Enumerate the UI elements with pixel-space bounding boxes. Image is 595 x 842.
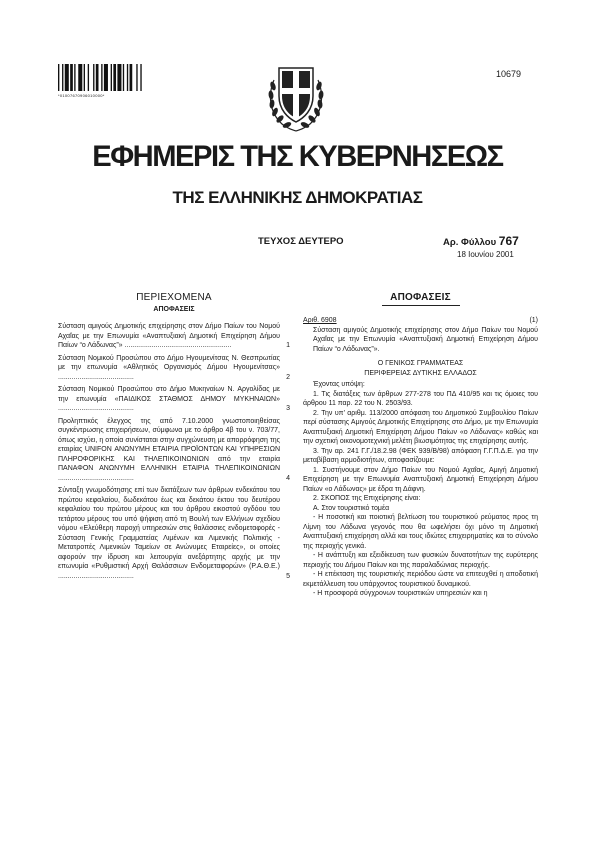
barcode-bar (117, 64, 121, 91)
article-item: 2. ΣΚΟΠΟΣ της Επιχείρησης είναι: (313, 495, 421, 502)
contents-entry-page: 4 (286, 474, 290, 482)
contents-entry-page: 3 (286, 405, 290, 412)
contents-entry-text: Προληπτικός έλεγχος της από 7.10.2000 γνωστοποιηθείσας συγκέντρωσης επιχειρήσεων, σύμφωνα με το άρθρο 4β του ν. 703/77, όπως ισχύει, η οποία συνίσταται στην συγχώνευση με απορρόφηση της εταιρίας UNIFON ΑΝΩΝΥΜΗ ΕΤΑΙΡΙΑ ΠΡΟΪΟΝΤΩΝ ΚΑΙ ΥΠΗΡΕΣΙΩΝ ΠΛΗΡΟΦΟΡΙΚΗΣ ΚΑΙ ΤΗΛΕΠΙΚΟΙΝΩΝΙΩΝ από την εταιρία ΠΑΝΑΦΟΝ ΑΝΩΝΥΜΗ ΕΛΛΗΝΙΚΗ ΕΤΑΙΡΙΑ ΤΗΛΕΠΙΚΟΙΝΩΝΙΩΝ ....................................... (58, 417, 280, 482)
contents-entry-text: Σύνταξη γνωμοδότησης επί των διατάξεων των άρθρων ενδεκάτου του πρώτου κεφαλαίου, δωδεκάτου έως και δεκάτου έκτου του δευτέρου κεφαλαίου του πρώτου μέρους και του άρθρου εικοστού ογδόου του τετάρτου μέρους του υπό ψήφιση από τη Βουλή των Ελλήνων σχεδίου νόμου «Ελεύθερη παροχή υπηρεσιών στις θαλάσσιες ενδομεταφορές - Σύσταση Γενικής Γραμματείας Λιμένων και Λιμενικής Πολιτικής - Μετατροπές Λιμενικών Ταμείων σε Ανώνυμες Εταιρείες», οι οποίες αφορούν την ίδρυση και λειτουργία ανεξάρτητης αρχής με την επωνυμία «Ρυθμιστική Αρχή Θαλάσσιων Ενδομεταφορών» (Ρ.Α.Θ.Ε.) ....................................... (58, 487, 280, 580)
barcode-bar (136, 64, 137, 91)
series-label: ΤΕΥΧΟΣ ΔΕΥΤΕΡΟ (258, 236, 344, 247)
barcode-bar (127, 64, 128, 91)
barcode (58, 64, 176, 96)
barcode-bar (104, 64, 108, 91)
contents-title: ΠΕΡΙΕΧΟΜΕΝΑ (136, 292, 212, 303)
contents-entry[interactable] (58, 417, 290, 484)
barcode-bar (140, 64, 141, 91)
greek-coat-of-arms-emblem (264, 60, 328, 134)
decisions-title: ΑΠΟΦΑΣΕΙΣ (390, 292, 451, 303)
consideration-item: 2. Την υπ’ αριθμ. 113/2000 απόφαση του Δημοτικού Συμβουλίου Παίων περί σύστασης Αμιγούς Δημοτικής Επιχείρησης στο Δήμο, με την Επωνυμία Αναπτυξιακή Δημοτική Επιχείρηση Δήμου Παίων «ο Λάδωνας» καθώς και την σχετική οικονομοτεχνική μελέτη βιωσιμότητας της επιχείρησης αυτής. (303, 409, 538, 445)
sheet-number (443, 234, 519, 248)
sheet-number-label: Αρ. Φύλλου (443, 237, 497, 248)
barcode-bar (84, 64, 85, 91)
barcode-bar (74, 64, 75, 91)
barcode-caption: *01007670906010000* (58, 93, 105, 98)
barcode-bar (62, 64, 63, 91)
decision-body (303, 316, 538, 599)
consideration-item: 1. Τις διατάξεις των άρθρων 277-278 του ΠΔ 410/95 και τις όμοιες του άρθρου 11 παρ. 22 του Ν. 2503/93. (303, 390, 538, 407)
article-item: - Η προσφορά σύγχρονων τουριστικών υπηρεσιών και η (313, 590, 488, 597)
issue-code: 10679 (496, 69, 522, 79)
contents-entry[interactable] (58, 322, 290, 351)
barcode-bar (88, 64, 89, 91)
contents-entry-text: Σύσταση Νομικού Προσώπου στο Δήμο Μυκηναίων Ν. Αργολίδας με την επωνυμία «ΠΑΙΔΙΚΟΣ ΣΤΑΘΜΟΣ ΔΗΜΟΥ ΜΥΚΗΝΑΙΩΝ» ....................................... (58, 386, 280, 412)
sheet-number-value: 767 (498, 234, 519, 248)
barcode-bar (58, 64, 59, 91)
contents-entry[interactable] (58, 354, 290, 383)
decision-summary: Σύσταση αμιγούς Δημοτικής επιχείρησης στον Δήμο Παίων του Νομού Αχαΐας με την Επωνυμία «Αναπτυξιακή Δημοτική Επιχείρηση Δήμου Παίων “ο Λάδωνας”». (313, 326, 538, 353)
decision-number: Αριθ. 6908 (303, 317, 337, 324)
article-item: - Η επέκταση της τουριστικής περιόδου ώστε να επιτευχθεί η αποδοτική εκμετάλλευση του υπάρχοντος τουριστικού δυναμικού. (303, 571, 538, 588)
decision-authority: Ο ΓΕΝΙΚΟΣ ΓΡΑΜΜΑΤΕΑΣ (377, 360, 464, 367)
barcode-bar (93, 64, 94, 91)
barcode-bar (101, 64, 102, 91)
decision-considering: Έχοντας υπόψη: (313, 381, 365, 388)
article-item: - Η ανάπτυξη και εξειδίκευση των φυσικών δυνατοτήτων της ευρύτερης περιοχής του Δήμου Παίων και της παραλαδώνιας περιοχής. (303, 552, 538, 569)
gazette-title: ΕΦΗΜΕΡΙΣ ΤΗΣ ΚΥΒΕΡΝΗΣΕΩΣ (92, 140, 503, 173)
issue-date: 18 Ιουνίου 2001 (457, 250, 514, 259)
article-item: - Η ποσοτική και ποιοτική βελτίωση του τουριστικού ρεύματος προς τη Λίμνη του Λάδωνα γεγονός που θα ωφελήσει όχι μόνο τη Δημοτική Αναπτυξιακή επιχείρηση αλλά και τους ιδιώτες επιχειρηματίες και το σύνολο της περιοχής γενικά. (303, 514, 538, 550)
gazette-subtitle: ΤΗΣ ΕΛΛΗΝΙΚΗΣ ΔΗΜΟΚΡΑΤΙΑΣ (172, 188, 423, 207)
consideration-item: 3. Την αρ. 241 Γ.Γ./18.2.98 (ΦΕΚ 939/Β/98) απόφαση Γ.Γ.Π.Δ.Ε. για την μεταβίβαση αρμοδιοτήτων, αποφασίζουμε: (303, 447, 538, 464)
barcode-bar (113, 64, 116, 91)
barcode-bar (123, 64, 124, 91)
decision-header (303, 316, 538, 326)
barcode-bar (111, 64, 112, 91)
contents-subtitle: ΑΠΟΦΑΣΕΙΣ (153, 306, 195, 313)
barcode-bar (78, 64, 82, 91)
contents-entry[interactable] (58, 486, 290, 581)
decision-region: ΠΕΡΙΦΕΡΕΙΑΣ ΔΥΤΙΚΗΣ ΕΛΛΑΔΟΣ (364, 369, 477, 377)
article-item: Α. Στον τουριστικό τομέα (313, 504, 390, 512)
article-item: 1. Συστήνουμε στον Δήμο Παίων του Νομού Αχαΐας, Αμιγή Δημοτική Επιχείρηση με την Επωνυμία Αναπτυξιακή Δημοτική Επιχείρηση Δήμου Παίων «ο Λάδωνας» με έδρα τη Δάφνη. (303, 466, 538, 493)
contents-entry-page: 1 (286, 342, 290, 349)
contents-entry-text: Σύσταση Νομικού Προσώπου στο Δήμο Ηγουμενίτσας Ν. Θεσπρωτίας με την επωνυμία «Αθλητικός Οργανισμός Δήμου Ηγουμενίτσας» ....................................... (58, 354, 280, 381)
decision-index: (1) (529, 317, 538, 324)
contents-entry[interactable] (58, 385, 290, 414)
decisions-title-underline (382, 305, 460, 306)
barcode-bar (130, 64, 133, 91)
barcode-bar (70, 64, 73, 91)
contents-entry-page: 2 (286, 373, 290, 381)
barcode-bar (96, 64, 99, 91)
contents-entry-page: 5 (286, 572, 290, 580)
contents-list (58, 322, 290, 584)
contents-entry-text: Σύσταση αμιγούς Δημοτικής επιχείρησης στον Δήμο Παίων του Νομού Αχαΐας με την Επωνυμία «Αναπτυξιακή Δημοτική Επιχείρηση Δήμου Παίων “ο Λάδωνας”» ....................................................... (58, 323, 280, 349)
barcode-bar (65, 64, 69, 91)
